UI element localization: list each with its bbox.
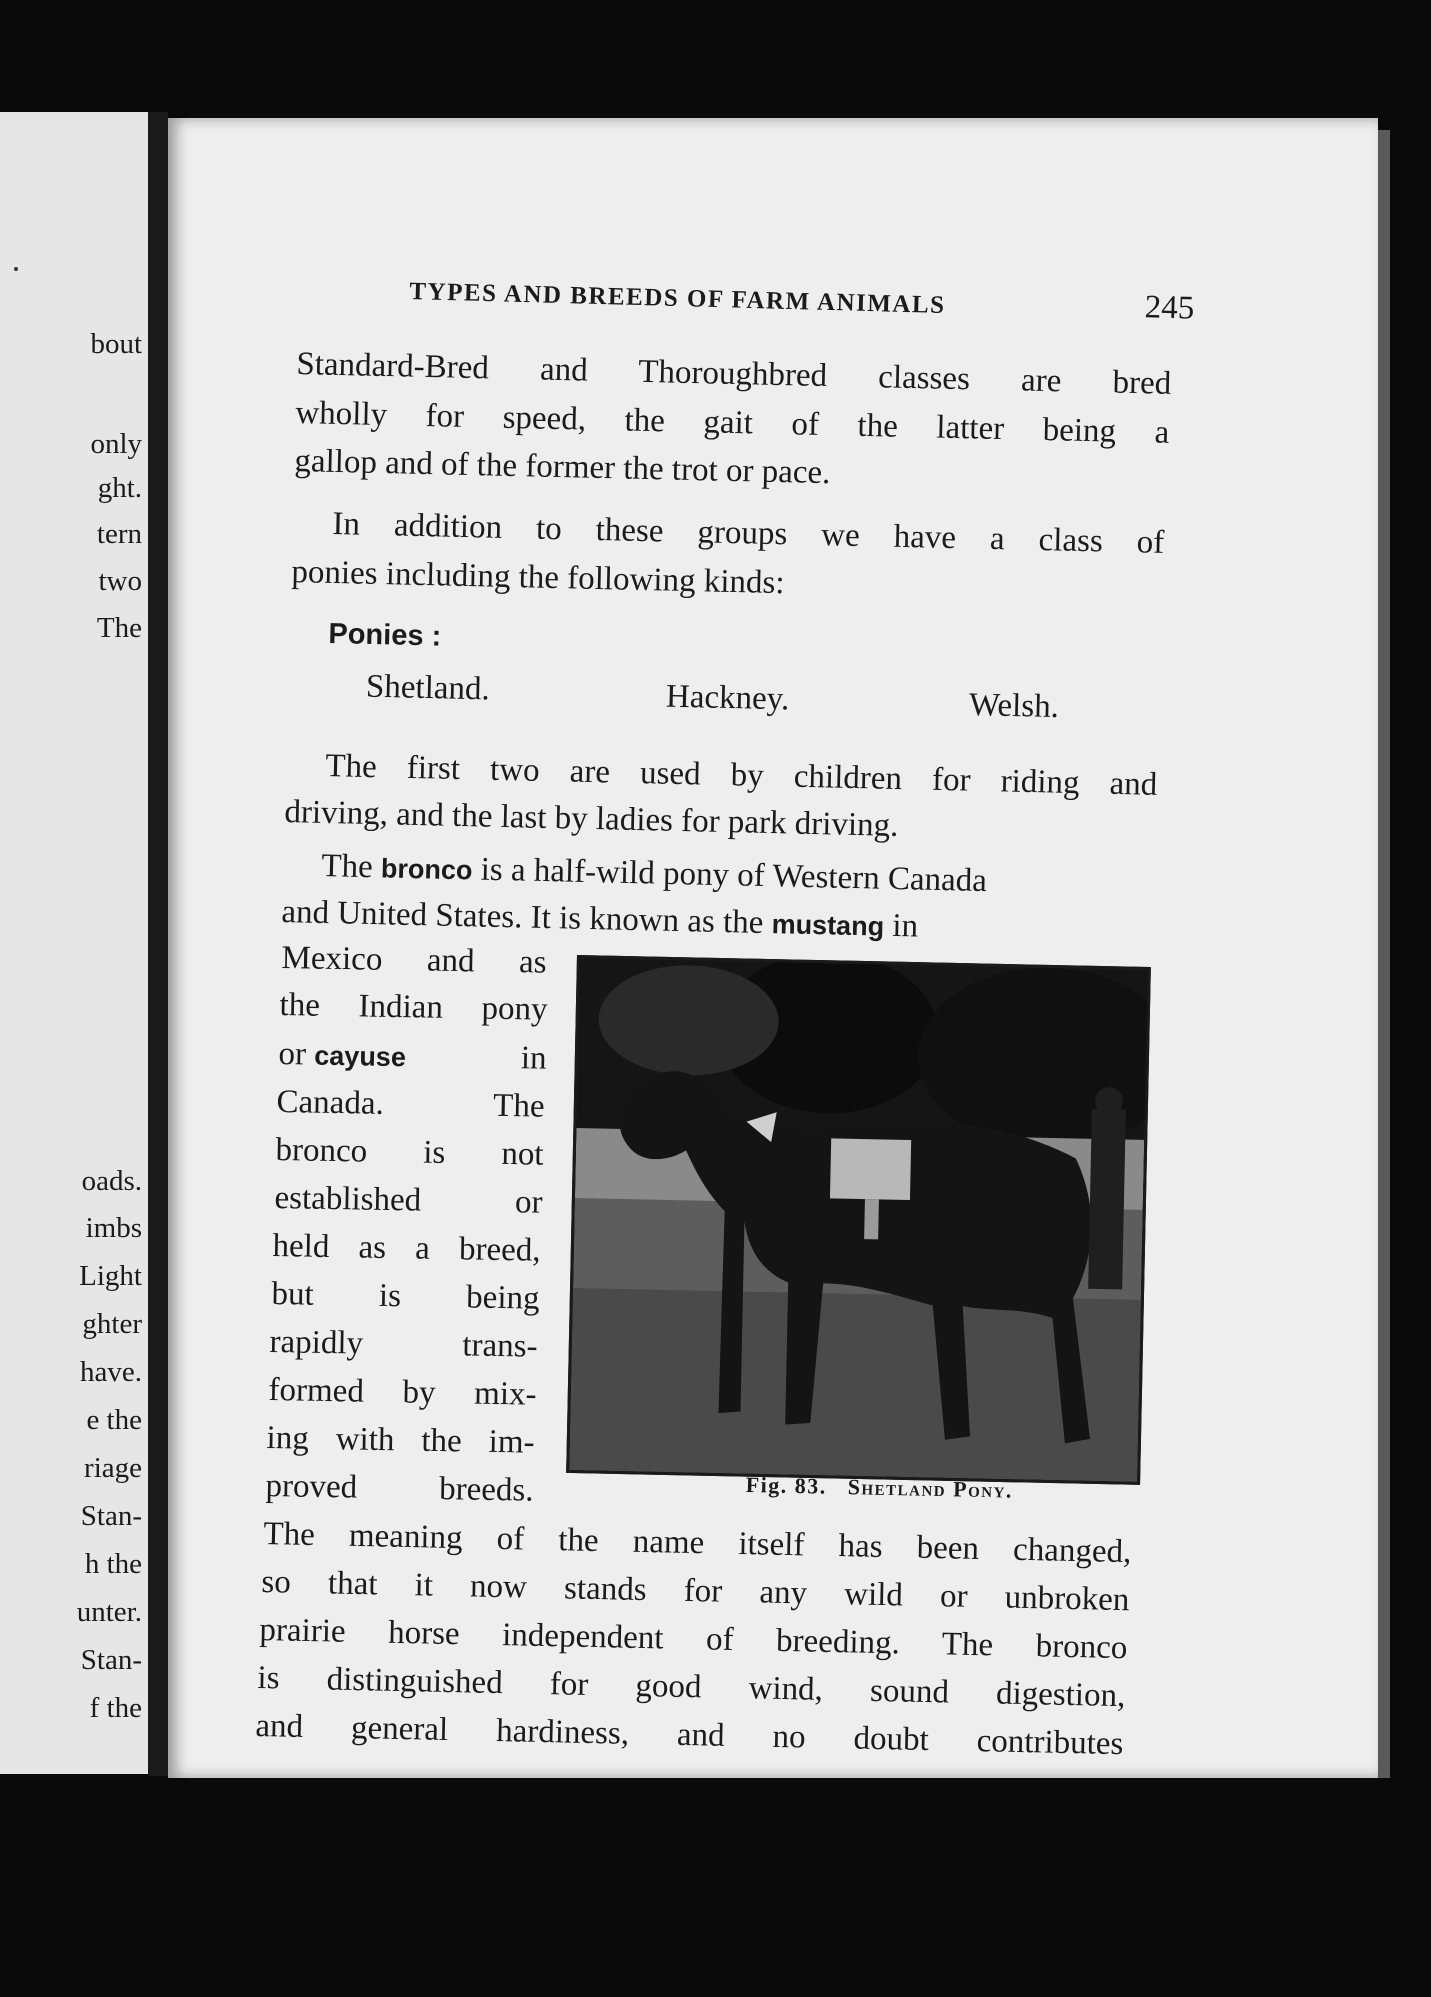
paragraph-line: prairie horse independent of breeding. The bronco [259,1611,1128,1667]
pony-photo-illustration [569,958,1148,1482]
ponies-heading: Ponies : [328,617,442,653]
facing-page-line: two [98,565,142,597]
facing-page-line: unter. [76,1596,142,1628]
term-mustang: mustang [771,909,885,942]
facing-page-line: bout [90,328,142,360]
shetland-pony-photo [566,955,1151,1485]
book-gutter [148,112,168,1776]
speck [14,267,18,271]
paragraph-line: In addition to these groups we have a class of [332,505,1165,561]
facing-page-line: Light [79,1260,142,1292]
facing-page-line: Stan- [80,1500,142,1532]
wrap-line [278,1030,547,1084]
wrap-line: Canada. The [276,1083,545,1125]
figure-label: Fig. 83. [745,1472,828,1499]
term-cayuse: cayuse [314,1040,407,1073]
facing-page-line: Stan- [80,1644,142,1676]
text-run: is a half-wild pony of Western Canada [472,851,988,900]
wrap-line: the Indian pony [279,986,548,1028]
paragraph-line: and general hardiness, and no doubt contributes [255,1707,1124,1763]
wrap-line: proved breeds. [265,1467,534,1509]
facing-page-line: oads. [81,1165,142,1197]
facing-page-line: The [96,612,142,644]
paragraph-line: is distinguished for good wind, sound digestion, [257,1659,1126,1715]
wrap-line: held as a breed, [272,1227,541,1269]
wrap-line: bronco is not [275,1131,544,1173]
facing-page-line: have. [80,1356,142,1388]
running-head-title: TYPES AND BREEDS OF FARM ANIMALS [409,277,946,320]
wrap-line: formed by mix- [268,1371,537,1413]
paragraph-line: The meaning of the name itself has been changed, [263,1515,1132,1571]
facing-page-line: e the [86,1404,142,1436]
figure-caption [745,1472,1013,1504]
pony-breed-hackney: Hackney. [665,678,790,718]
paragraph-line: The first two are used by children for riding and [325,747,1158,803]
paragraph-line: ponies including the following kinds: [291,553,785,602]
wrap-line: Mexico and as [281,939,547,981]
wrap-line: rapidly trans- [269,1323,538,1365]
pony-breed-shetland: Shetland. [365,668,491,708]
paragraph-line: wholly for speed, the gait of the latter being a [295,394,1170,451]
facing-page-line: ghter [82,1308,142,1340]
paragraph-line: gallop and of the former the trot or pace. [294,442,831,492]
wrap-line: established or [274,1179,543,1221]
text-run: and United States. It is known as the [281,893,773,942]
text-run: in [520,1040,547,1077]
facing-page [0,112,148,1774]
facing-page-line: h the [84,1548,142,1580]
text-run: or [278,1035,315,1073]
paragraph-line: so that it now stands for any wild or unbroken [261,1563,1130,1619]
page-number: 245 [1144,289,1195,327]
paragraph-line: Standard-Bred and Thoroughbred classes are bred [296,345,1172,402]
facing-page-line: riage [84,1452,142,1484]
wrap-line: ing with the im- [266,1419,535,1461]
paragraph-line: driving, and the last by ladies for park driving. [284,793,899,844]
text-run: The [321,847,382,886]
facing-page-line: only [90,428,142,460]
facing-page-line: tern [96,518,142,550]
page-edge-shadow [1378,130,1390,1778]
facing-page-line: ght. [97,472,142,504]
term-bronco: bronco [380,853,473,886]
figure-caption-text: Shetland Pony. [847,1474,1014,1503]
facing-page-line: imbs [85,1212,142,1244]
wrap-line: but is being [271,1275,540,1317]
facing-page-line: f the [89,1692,142,1724]
text-run: in [883,907,919,945]
pony-breed-welsh: Welsh. [968,686,1060,726]
